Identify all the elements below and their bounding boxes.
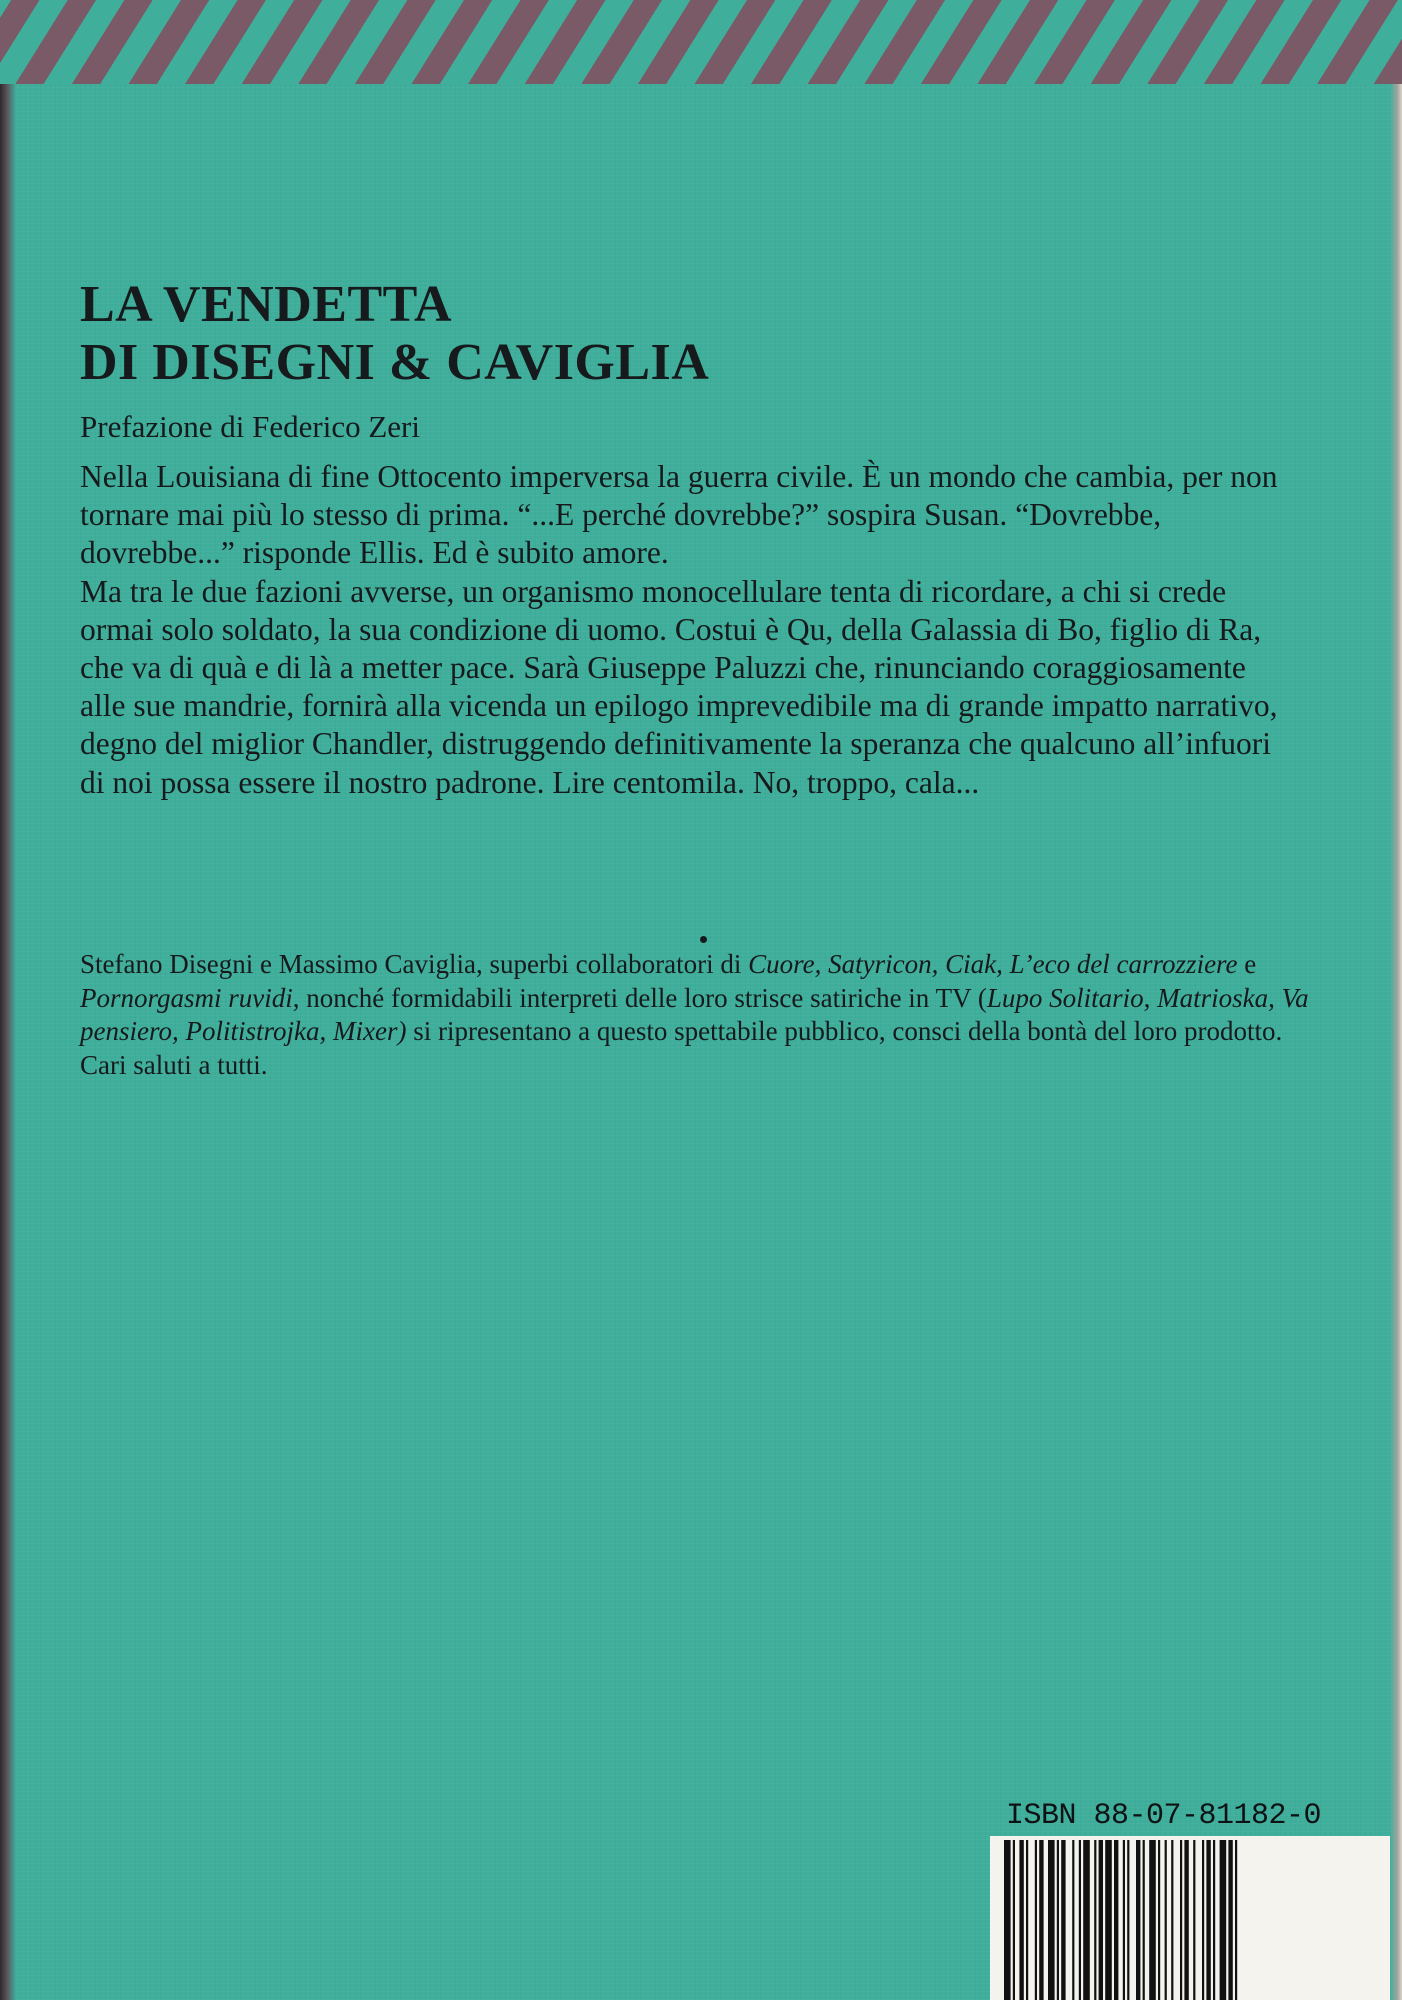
authors-bio-paragraph [80,948,1310,1049]
preface-credit: Prefazione di Federico Zeri [80,409,420,444]
bio-text-3: , nonché formidabili interpreti delle loro strisce satiriche in TV ( [292,982,987,1013]
barcode-bar [1228,1840,1232,2000]
barcode-bar [1013,1840,1015,2000]
barcode-bar [1004,1840,1011,2000]
book-title-line-2: DI DISEGNI & CAVIGLIA [80,334,710,391]
cover-right-edge [1390,0,1402,2000]
barcode-bar [1114,1840,1118,2000]
cover-spine-edge [0,0,16,2000]
barcode-bar [1136,1840,1140,2000]
book-title-line-1: LA VENDETTA [80,276,453,333]
barcode-bar [1048,1840,1055,2000]
barcode-bar [1235,1840,1237,2000]
synopsis [80,458,1280,802]
barcode-bar [1127,1840,1129,2000]
barcode-bar [1123,1840,1125,2000]
barcode-bar [1039,1840,1043,2000]
barcode-bar [1072,1840,1074,2000]
synopsis-paragraph-1: Nella Louisiana di fine Ottocento imperversa la guerra civile. È un mondo che cambia, per non tornare mai più lo stesso di prima. “...E perché dovrebbe?” sospira Susan. “Dovrebbe, dovrebbe...” risponde Ellis. Ed è subito amore. [80,459,1278,571]
authors-bio [80,948,1310,1082]
isbn-number: ISBN 88-07-81182-0 [1006,1799,1322,1833]
barcode-bar [1079,1840,1081,2000]
barcode-bar [1158,1840,1160,2000]
barcode-bar [1083,1840,1090,2000]
bio-text-1: Stefano Disegni e Massimo Caviglia, superbi collaboratori di [80,949,749,979]
separator-dot [700,936,707,943]
barcode-bar [1143,1840,1145,2000]
closing-line: Cari saluti a tutti. [80,1049,268,1080]
book-title [80,276,1280,392]
barcode-bar [1171,1840,1173,2000]
barcode-bar [1206,1840,1210,2000]
barcode-bar [1165,1840,1167,2000]
bio-tv-shows: Lupo Solitario, Matrioska, Va pensiero, Politistrojka, Mixer) [80,982,1309,1046]
barcode-bar [1220,1840,1227,2000]
barcode [1000,1840,1390,2000]
barcode-bar [1184,1840,1188,2000]
barcode-bar [1193,1840,1195,2000]
barcode-bar [1026,1840,1028,2000]
barcode-bar [1057,1840,1059,2000]
barcode-bar [1099,1840,1103,2000]
bio-text-4: si ripresentano a questo spettabile pubblico, consci della bontà del loro prodotto. [406,1016,1283,1046]
barcode-bar [1149,1840,1156,2000]
barcode-bar [1105,1840,1112,2000]
diagonal-stripe-band [0,0,1402,84]
barcode-bar [1035,1840,1037,2000]
synopsis-paragraph-2: Ma tra le due fazioni avverse, un organismo monocellulare tenta di ricordare, a chi si crede ormai solo soldato, la sua condizione di uomo. Costui è Qu, della Galassia di Bo, figlio di Ra, che va di quà e di là a metter pace. Sarà Giuseppe Paluzzi che, rinunciando coraggiosamente alle sue mandrie, fornirà alla vicenda un epilogo imprevedibile ma di grande impatto narrativo, degno del miglior Chandler, distruggendo definitivamente la speranza che qualcuno all’infuori di noi possa essere il nostro padrone. Lire centomila. No, troppo, cala... [80,573,1278,800]
barcode-bar [1061,1840,1065,2000]
barcode-bar [1213,1840,1215,2000]
barcode-bar [1094,1840,1096,2000]
bio-text-2: e [1237,949,1257,979]
bio-magazine-2: Pornorgasmi ruvidi [80,982,293,1013]
barcode-bar [1180,1840,1182,2000]
barcode-bar [1202,1840,1204,2000]
barcode-bar [1019,1840,1023,2000]
bio-magazines: Cuore, Satyricon, Ciak, L’eco del carrozziere [748,949,1238,979]
